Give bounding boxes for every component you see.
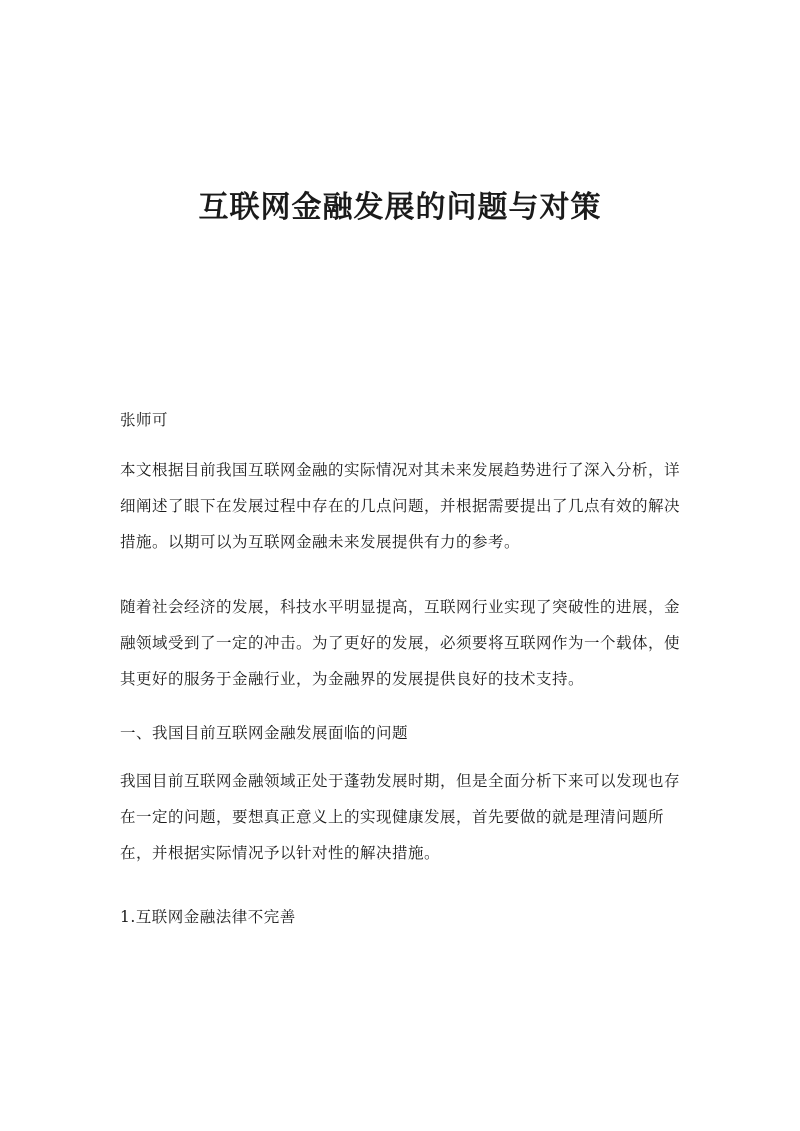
author-name: 张师可: [120, 411, 169, 429]
section-paragraph: 我国目前互联网金融领域正处于蓬勃发展时期，但是全面分析下来可以发现也存在一定的问题，要想真正意义上的实现健康发展，首先要做的就是理清问题所在，并根据实际情况予以针对性的解决措施。: [120, 772, 681, 862]
subsection-heading: 1.互联网金融法律不完善: [120, 908, 296, 926]
document-title: 互联网金融发展的问题与对策: [198, 190, 602, 225]
abstract-paragraph: 本文根据目前我国互联网金融的实际情况对其未来发展趋势进行了深入分析，详细阐述了眼下在发展过程中存在的几点问题，并根据需要提出了几点有效的解决措施。以期可以为互联网金融未来发展提供有力的参考。: [120, 461, 681, 551]
intro-paragraph: 随着社会经济的发展，科技水平明显提高，互联网行业实现了突破性的进展，金融领域受到了一定的冲击。为了更好的发展，必须要将互联网作为一个载体，使其更好的服务于金融行业，为金融界的发展提供良好的技术支持。: [120, 598, 681, 688]
section-heading: 一、我国目前互联网金融发展面临的问题: [120, 724, 409, 742]
